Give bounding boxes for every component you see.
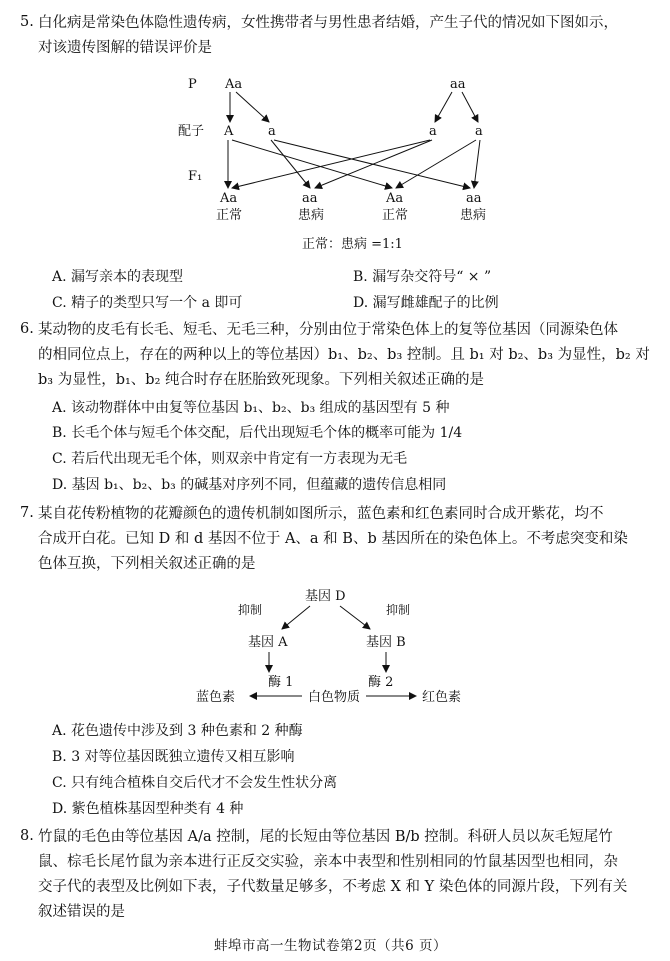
offspring-3-phenotype: 正常 bbox=[382, 208, 409, 223]
q6-text-line2: 的相同位点上，存在的两种以上的等位基因）b₁、b₂、b₃ 控制。且 b₁ 对 b₂、b₃ 为显性，b₂ 对 bbox=[38, 347, 650, 363]
offspring-4-phenotype: 患病 bbox=[460, 208, 487, 223]
gamete-left-a: a bbox=[268, 124, 276, 139]
gamete-right-a2: a bbox=[475, 124, 483, 139]
q8-text-line4: 叙述错误的是 bbox=[38, 904, 125, 920]
gamete-left-A: A bbox=[224, 124, 234, 139]
enzyme2-label: 酶 2 bbox=[368, 675, 394, 690]
q5-option-a: A. 漏写亲本的表现型 bbox=[52, 269, 184, 285]
white-substance-label: 白色物质 bbox=[308, 690, 361, 705]
gamete-label: 配子 bbox=[178, 124, 205, 139]
gene-a-label: 基因 A bbox=[248, 635, 288, 650]
p-label: P bbox=[188, 77, 197, 92]
offspring-2-phenotype: 患病 bbox=[298, 208, 325, 223]
red-pigment-label: 红色素 bbox=[422, 690, 462, 705]
q6-number: 6. bbox=[20, 321, 34, 337]
f1-label: F₁ bbox=[188, 169, 203, 184]
q5-option-b: B. 漏写杂交符号“ × ” bbox=[353, 269, 492, 285]
q8-text-line3: 交子代的表型及比例如下表，子代数量足够多，不考虑 X 和 Y 染色体的同源片段，下列有关 bbox=[38, 879, 628, 895]
gamete-right-a1: a bbox=[429, 124, 437, 139]
blue-pigment-label: 蓝色素 bbox=[196, 690, 236, 705]
q6-option-c: C. 若后代出现无毛个体，则双亲中肯定有一方表现为无毛 bbox=[52, 451, 408, 467]
gene-b-label: 基因 B bbox=[366, 635, 406, 650]
page-footer: 蚌埠市高一生物试卷第2页（共6 页） bbox=[214, 938, 447, 954]
q7-number: 7. bbox=[20, 505, 34, 521]
q5-text-line1: 白化病是常染色体隐性遗传病，女性携带者与男性患者结婚，产生子代的情况如下图如示， bbox=[38, 15, 618, 31]
q7-pathway-diagram bbox=[190, 584, 490, 714]
q6-option-a: A. 该动物群体中由复等位基因 b₁、b₂、b₃ 组成的基因型有 5 种 bbox=[52, 400, 450, 416]
inhibit-right-label: 抑制 bbox=[386, 603, 411, 617]
q6-option-d: D. 基因 b₁、b₂、b₃ 的碱基对序列不同，但蕴藏的遗传信息相同 bbox=[52, 477, 447, 493]
q5-text-line2: 对该遗传图解的错误评价是 bbox=[38, 40, 212, 56]
offspring-1-phenotype: 正常 bbox=[216, 208, 243, 223]
enzyme1-label: 酶 1 bbox=[268, 675, 294, 690]
q7-text-line1: 某自花传粉植物的花瓣颜色的遗传机制如图所示，蓝色素和红色素同时合成开紫花，均不 bbox=[38, 506, 604, 522]
ratio-label: 正常：患病 =1:1 bbox=[302, 237, 403, 252]
offspring-3-genotype: Aa bbox=[386, 191, 404, 206]
q5-option-c: C. 精子的类型只写一个 a 即可 bbox=[52, 295, 243, 311]
q8-text-line1: 竹鼠的毛色由等位基因 A/a 控制，尾的长短由等位基因 B/b 控制。科研人员以灰毛短尾竹 bbox=[38, 829, 613, 845]
q8-text-line2: 鼠、棕毛长尾竹鼠为亲本进行正反交实验，亲本中表型和性别相同的竹鼠基因型也相同，杂 bbox=[38, 854, 618, 870]
q7-text-line2: 合成开白花。已知 D 和 d 基因不位于 A、a 和 B、b 基因所在的染色体上。不考虑突变和染 bbox=[38, 531, 628, 547]
q5-number: 5. bbox=[20, 14, 34, 30]
q5-genetics-diagram bbox=[170, 68, 510, 268]
q5-option-d: D. 漏写雌雄配子的比例 bbox=[353, 295, 499, 311]
parent1-genotype: Aa bbox=[225, 77, 243, 92]
q6-option-b: B. 长毛个体与短毛个体交配，后代出现短毛个体的概率可能为 1/4 bbox=[52, 425, 463, 441]
offspring-1-genotype: Aa bbox=[220, 191, 238, 206]
q6-text-line3: b₃ 为显性，b₁、b₂ 纯合时存在胚胎致死现象。下列相关叙述正确的是 bbox=[38, 372, 484, 388]
gene-d-label: 基因 D bbox=[305, 589, 346, 604]
offspring-4-genotype: aa bbox=[466, 191, 482, 206]
offspring-2-genotype: aa bbox=[302, 191, 318, 206]
q7-option-a: A. 花色遗传中涉及到 3 种色素和 2 种酶 bbox=[52, 723, 303, 739]
q8-number: 8. bbox=[20, 828, 34, 844]
q6-text-line1: 某动物的皮毛有长毛、短毛、无毛三种，分别由位于常染色体上的复等位基因（同源染色体 bbox=[38, 322, 618, 338]
inhibit-left-label: 抑制 bbox=[238, 603, 263, 617]
q7-option-d: D. 紫色植株基因型种类有 4 种 bbox=[52, 801, 244, 817]
q7-option-c: C. 只有纯合植株自交后代才不会发生性状分离 bbox=[52, 775, 338, 791]
q7-text-line3: 色体互换，下列相关叙述正确的是 bbox=[38, 556, 256, 572]
parent2-genotype: aa bbox=[450, 77, 466, 92]
q7-option-b: B. 3 对等位基因既独立遗传又相互影响 bbox=[52, 749, 295, 765]
